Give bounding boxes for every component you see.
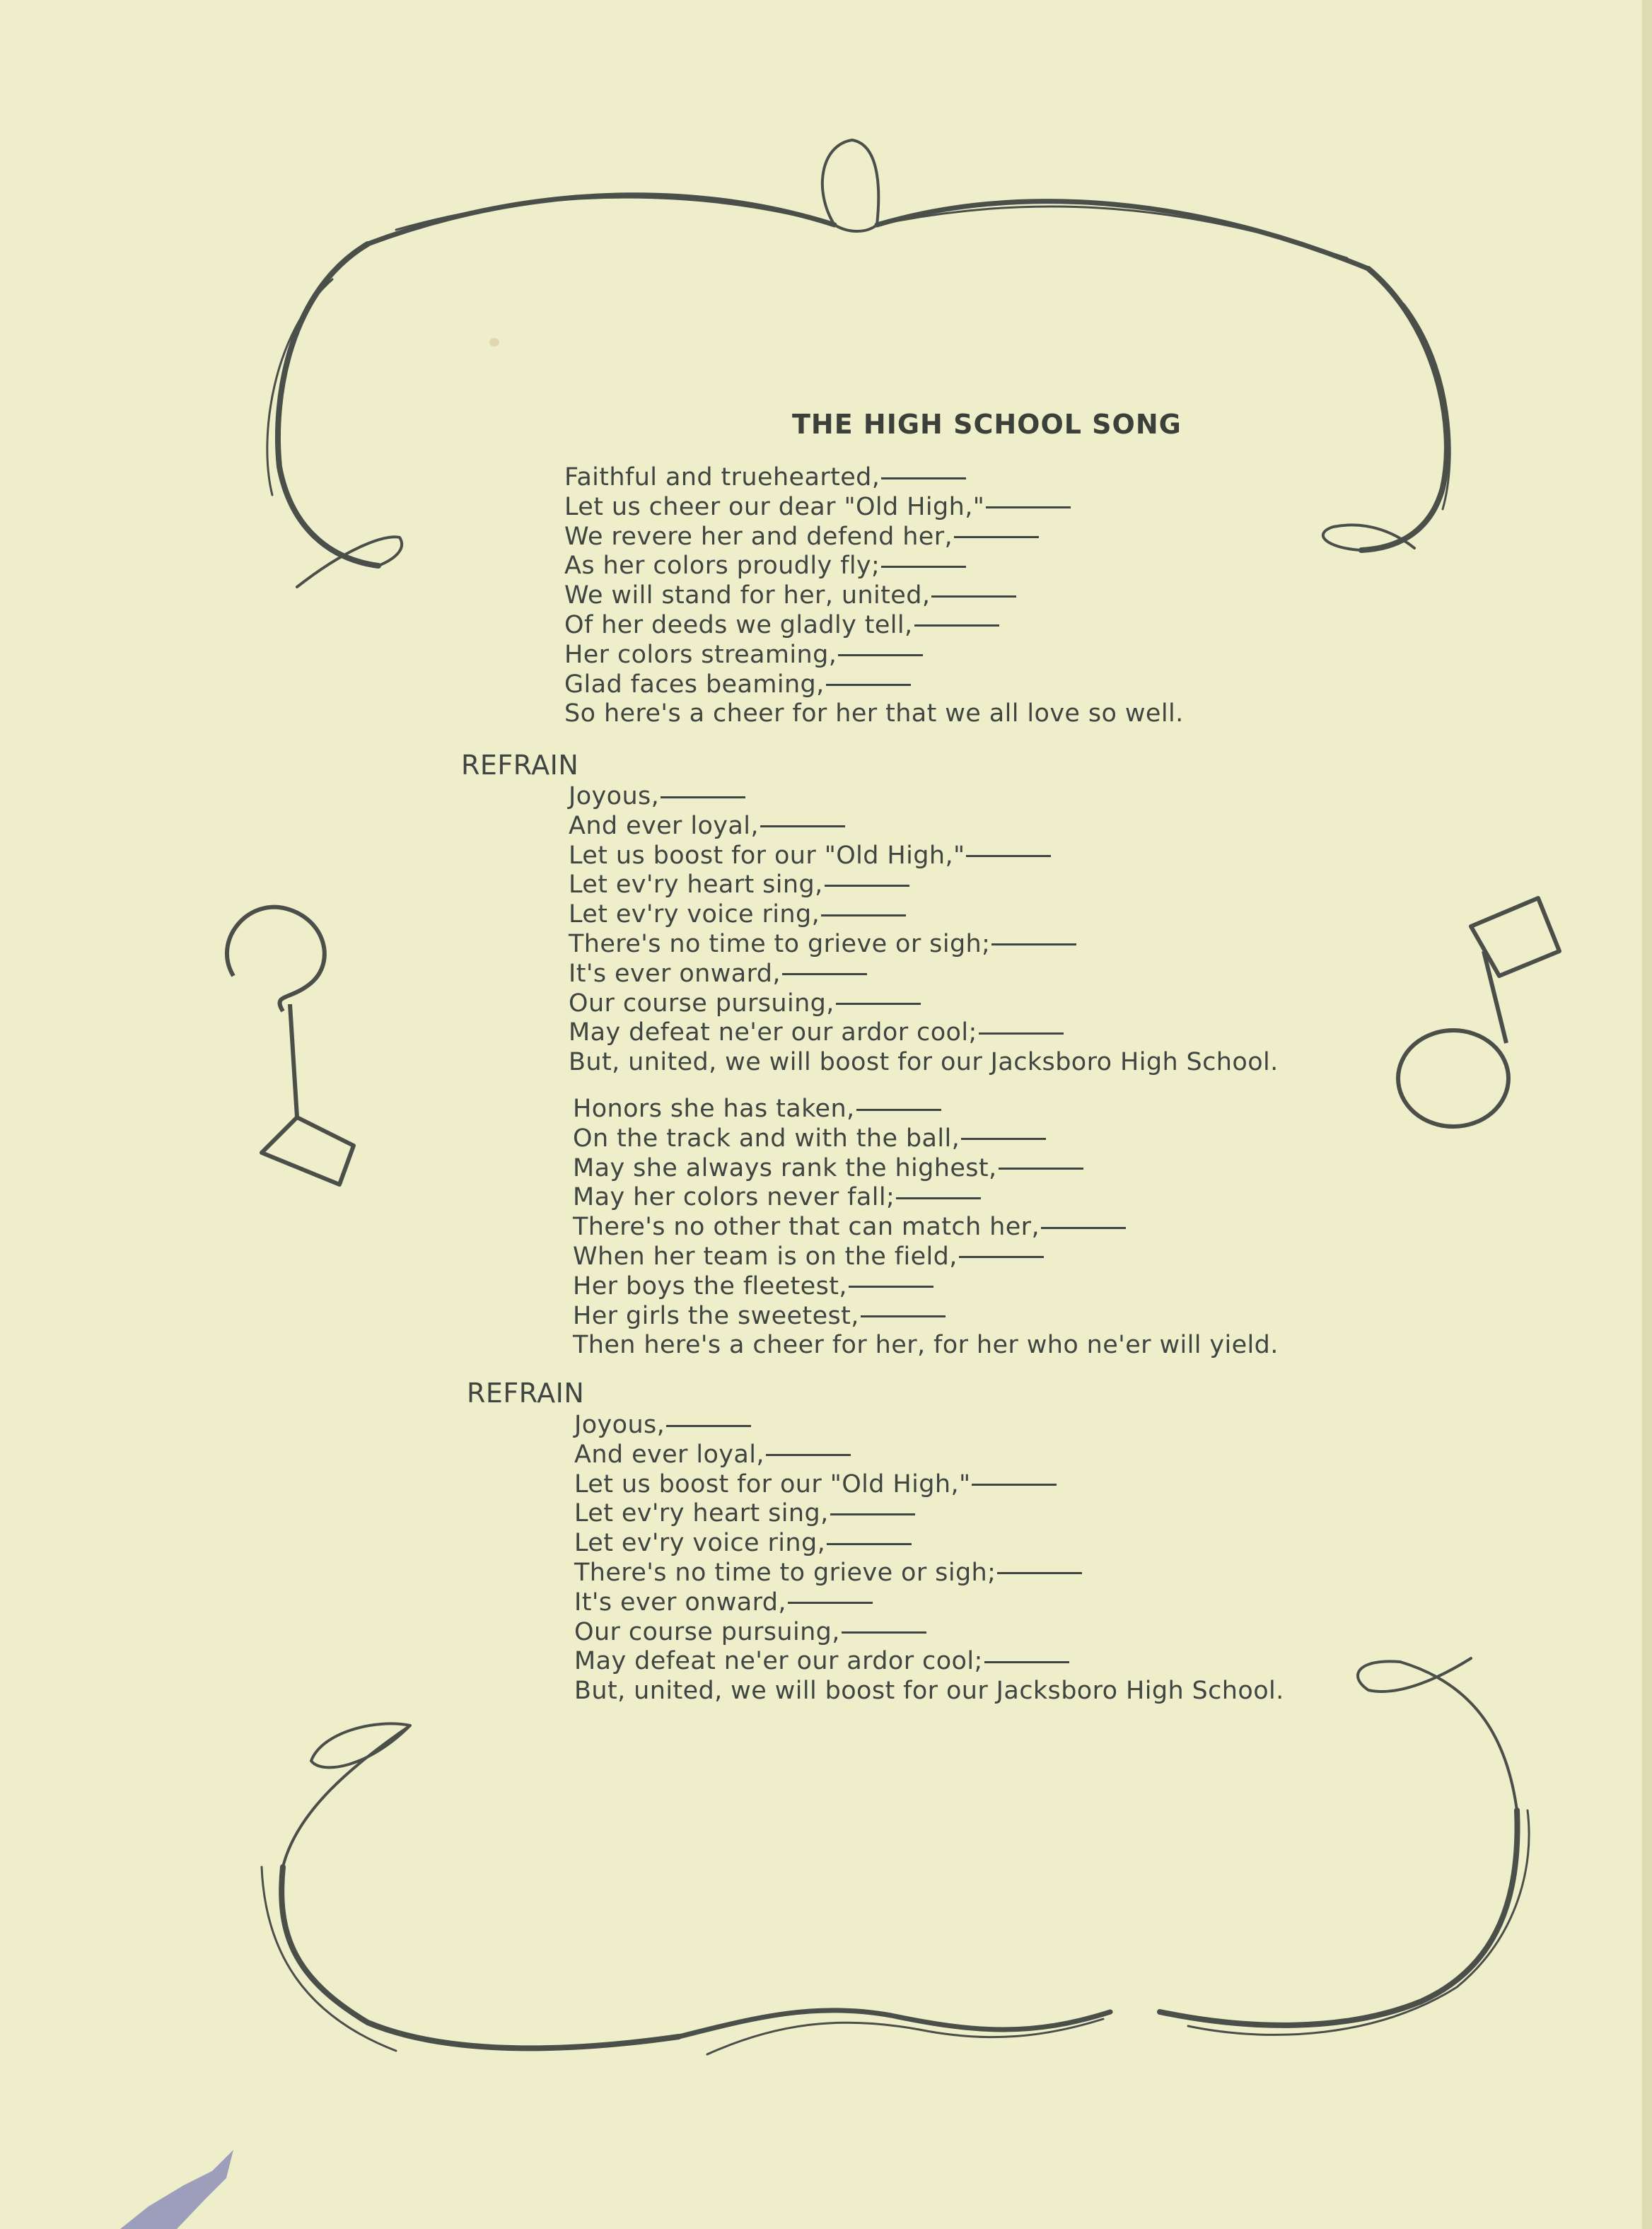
refrain-line: Joyous, (569, 782, 1279, 812)
refrain-line: There's no time to grieve or sigh; (569, 930, 1279, 960)
verse-line: So here's a cheer for her that we all love so well. (564, 699, 1184, 728)
verse-line: Glad faces beaming, (564, 670, 1184, 700)
verse-line: Her colors streaming, (564, 641, 1184, 670)
refrain-line: Let ev'ry heart sing, (574, 1499, 1284, 1529)
verse-2 (573, 1095, 1279, 1361)
verse-line: As her colors proudly fly; (564, 552, 1184, 581)
refrain-line: And ever loyal, (574, 1441, 1284, 1470)
refrain-line: Let us boost for our "Old High," (574, 1470, 1284, 1500)
ink-smudge-icon (120, 2150, 233, 2229)
verse-line: May she always rank the highest, (573, 1154, 1279, 1184)
refrain-line: May defeat ne'er our ardor cool; (574, 1647, 1284, 1677)
refrain-line: Let us boost for our "Old High," (569, 842, 1279, 871)
verse-line: When her team is on the field, (573, 1242, 1279, 1272)
refrain-line: But, united, we will boost for our Jacksboro High School. (569, 1048, 1279, 1077)
verse-1 (564, 463, 1184, 729)
verse-line: May her colors never fall; (573, 1183, 1279, 1213)
verse-line: Then here's a cheer for her, for her who ne'er will yield. (573, 1331, 1279, 1360)
bottom-scroll-flourish-icon (262, 1658, 1529, 2054)
refrain-line: And ever loyal, (569, 812, 1279, 842)
refrain-line: Let ev'ry heart sing, (569, 871, 1279, 900)
music-note-left-icon (227, 907, 354, 1185)
refrain-line: Let ev'ry voice ring, (574, 1529, 1284, 1559)
music-note-right-icon (1398, 898, 1559, 1127)
refrain-line: Joyous, (574, 1411, 1284, 1441)
refrain-line: Let ev'ry voice ring, (569, 900, 1279, 930)
verse-line: Of her deeds we gladly tell, (564, 611, 1184, 641)
refrain-line: But, united, we will boost for our Jacksboro High School. (574, 1677, 1284, 1706)
refrain-2 (574, 1411, 1284, 1706)
verse-line: There's no other that can match her, (573, 1213, 1279, 1242)
refrain-1 (569, 782, 1279, 1078)
refrain-label: REFRAIN (467, 1378, 585, 1409)
verse-line: Faithful and truehearted, (564, 463, 1184, 493)
refrain-line: There's no time to grieve or sigh; (574, 1559, 1284, 1588)
verse-line: We will stand for her, united, (564, 581, 1184, 611)
refrain-line: It's ever onward, (569, 960, 1279, 989)
verse-line: Let us cheer our dear "Old High," (564, 493, 1184, 523)
song-title: THE HIGH SCHOOL SONG (792, 409, 1182, 440)
refrain-line: Our course pursuing, (574, 1618, 1284, 1648)
verse-line: Her boys the fleetest, (573, 1272, 1279, 1302)
verse-line: Honors she has taken, (573, 1095, 1279, 1124)
verse-line: Her girls the sweetest, (573, 1302, 1279, 1332)
verse-line: We revere her and defend her, (564, 523, 1184, 552)
refrain-label: REFRAIN (461, 750, 579, 781)
verse-line: On the track and with the ball, (573, 1124, 1279, 1154)
refrain-line: May defeat ne'er our ardor cool; (569, 1018, 1279, 1048)
refrain-line: Our course pursuing, (569, 989, 1279, 1019)
refrain-line: It's ever onward, (574, 1588, 1284, 1618)
